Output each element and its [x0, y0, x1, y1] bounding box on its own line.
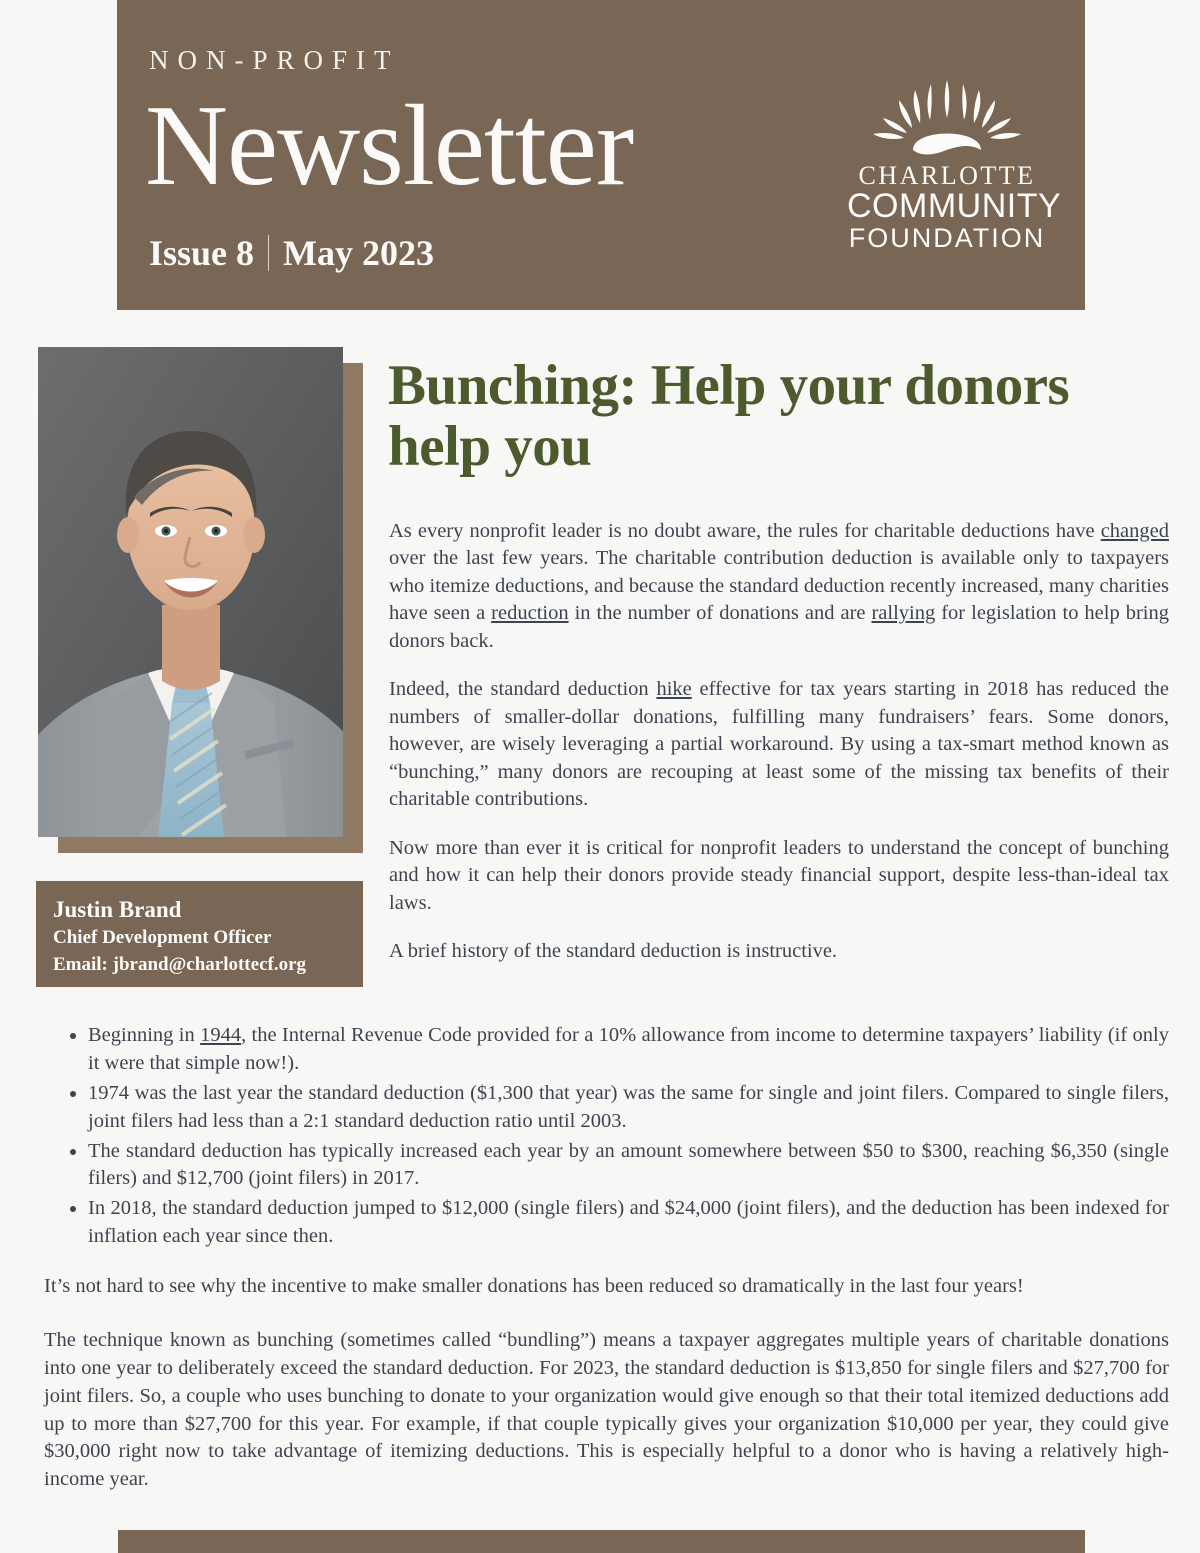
- author-email: Email: jbrand@charlottecf.org: [53, 953, 307, 975]
- article-headline: Bunching: Help your donors help you: [388, 354, 1070, 478]
- logo-line-charlotte: CHARLOTTE: [858, 161, 1036, 190]
- article-paragraph: Now more than ever it is critical for nonprofit leaders to understand the concept of bunching and how it can help their donors provide steady financial support, despite less-than-ideal tax laws.: [389, 836, 1169, 914]
- logo-line-community: COMMUNITY: [847, 187, 1062, 226]
- masthead-banner: [117, 0, 1085, 310]
- article-paragraph: As every nonprofit leader is no doubt aware, the rules for charitable deductions have changed over the last few years. The charitable contribution deduction is available only to taxpayers who itemize deductions, and because the standard deduction recently increased, many charities have seen a reduction in the number of donations and are rallying for legislation to help bring donors back.: [389, 520, 1169, 652]
- author-role: Chief Development Officer: [53, 926, 272, 948]
- standard-deduction-history-list: [44, 1022, 1169, 1251]
- sunrise-icon: [857, 78, 1037, 158]
- list-item: • In 2018, the standard deduction jumped to $12,000 (single filers) and $24,000 (joint filers), and the deduction has been indexed for inflation each year since then.: [88, 1195, 1169, 1251]
- masthead-kicker: NON-PROFIT: [149, 45, 400, 75]
- issue-divider: [268, 235, 269, 271]
- logo-line-foundation: FOUNDATION: [848, 223, 1046, 254]
- list-item: • The standard deduction has typically increased each year by an amount somewhere between $50 to $300, reaching $6,350 (single filers) and $12,700 (joint filers) in 2017.: [88, 1138, 1169, 1194]
- page-title: Newsletter: [145, 82, 634, 209]
- author-info-box: [36, 881, 363, 987]
- list-item: • 1974 was the last year the standard deduction ($1,300 that year) was the same for single and joint filers. Compared to single filers, joint filers had less than a 2:1 standard deduction ratio until 2003.: [88, 1080, 1169, 1136]
- author-portrait: [38, 347, 343, 837]
- organization-logo: [847, 78, 1062, 254]
- article-paragraph: The technique known as bunching (sometimes called “bundling”) means a taxpayer aggregates multiple years of charitable donations into one year to deliberately exceed the standard deduction. For 2023, the standard deduction is $13,850 for single filers and $27,700 for joint filers. So, a couple who uses bunching to donate to your organization would give enough so that their total itemized deductions add up to more than $27,700 for this year. For example, if that couple typically gives your organization $10,000 per year, they could give $30,000 right now to take advantage of itemizing deductions. This is especially helpful to a donor who is having a relatively high-income year.: [44, 1328, 1169, 1491]
- article-paragraph: A brief history of the standard deduction is instructive.: [389, 940, 838, 963]
- portrait-image: [38, 347, 343, 837]
- list-item: • Beginning in 1944, the Internal Revenue Code provided for a 10% allowance from income to determine taxpayers’ liability (if only it were that simple now!).: [88, 1022, 1169, 1078]
- inline-link-hike[interactable]: hike: [656, 678, 692, 701]
- issue-line: [149, 232, 434, 274]
- article-intro-column: [389, 518, 1169, 966]
- inline-link-rallying[interactable]: rallying: [871, 602, 936, 625]
- inline-link-reduction[interactable]: reduction: [491, 602, 569, 625]
- issue-date: May 2023: [283, 233, 435, 273]
- article-body-full-width: [44, 1022, 1169, 1516]
- author-name: Justin Brand: [53, 897, 182, 922]
- footer-bar: [118, 1530, 1085, 1553]
- inline-link-changed[interactable]: changed: [1100, 520, 1169, 542]
- inline-link-1944[interactable]: 1944: [200, 1024, 242, 1046]
- article-paragraph: Indeed, the standard deduction hike effective for tax years starting in 2018 has reduced the numbers of smaller-dollar donations, fulfilling many fundraisers’ fears. Some donors, however, are wisely leveraging a partial workaround. By using a tax-smart method known as “bunching,” many donors are recouping at least some of the missing tax benefits of their charitable contributions.: [389, 678, 1169, 811]
- issue-number: Issue 8: [149, 233, 255, 273]
- article-paragraph: It’s not hard to see why the incentive to make smaller donations has been reduced so dramatically in the last four years!: [44, 1275, 1024, 1297]
